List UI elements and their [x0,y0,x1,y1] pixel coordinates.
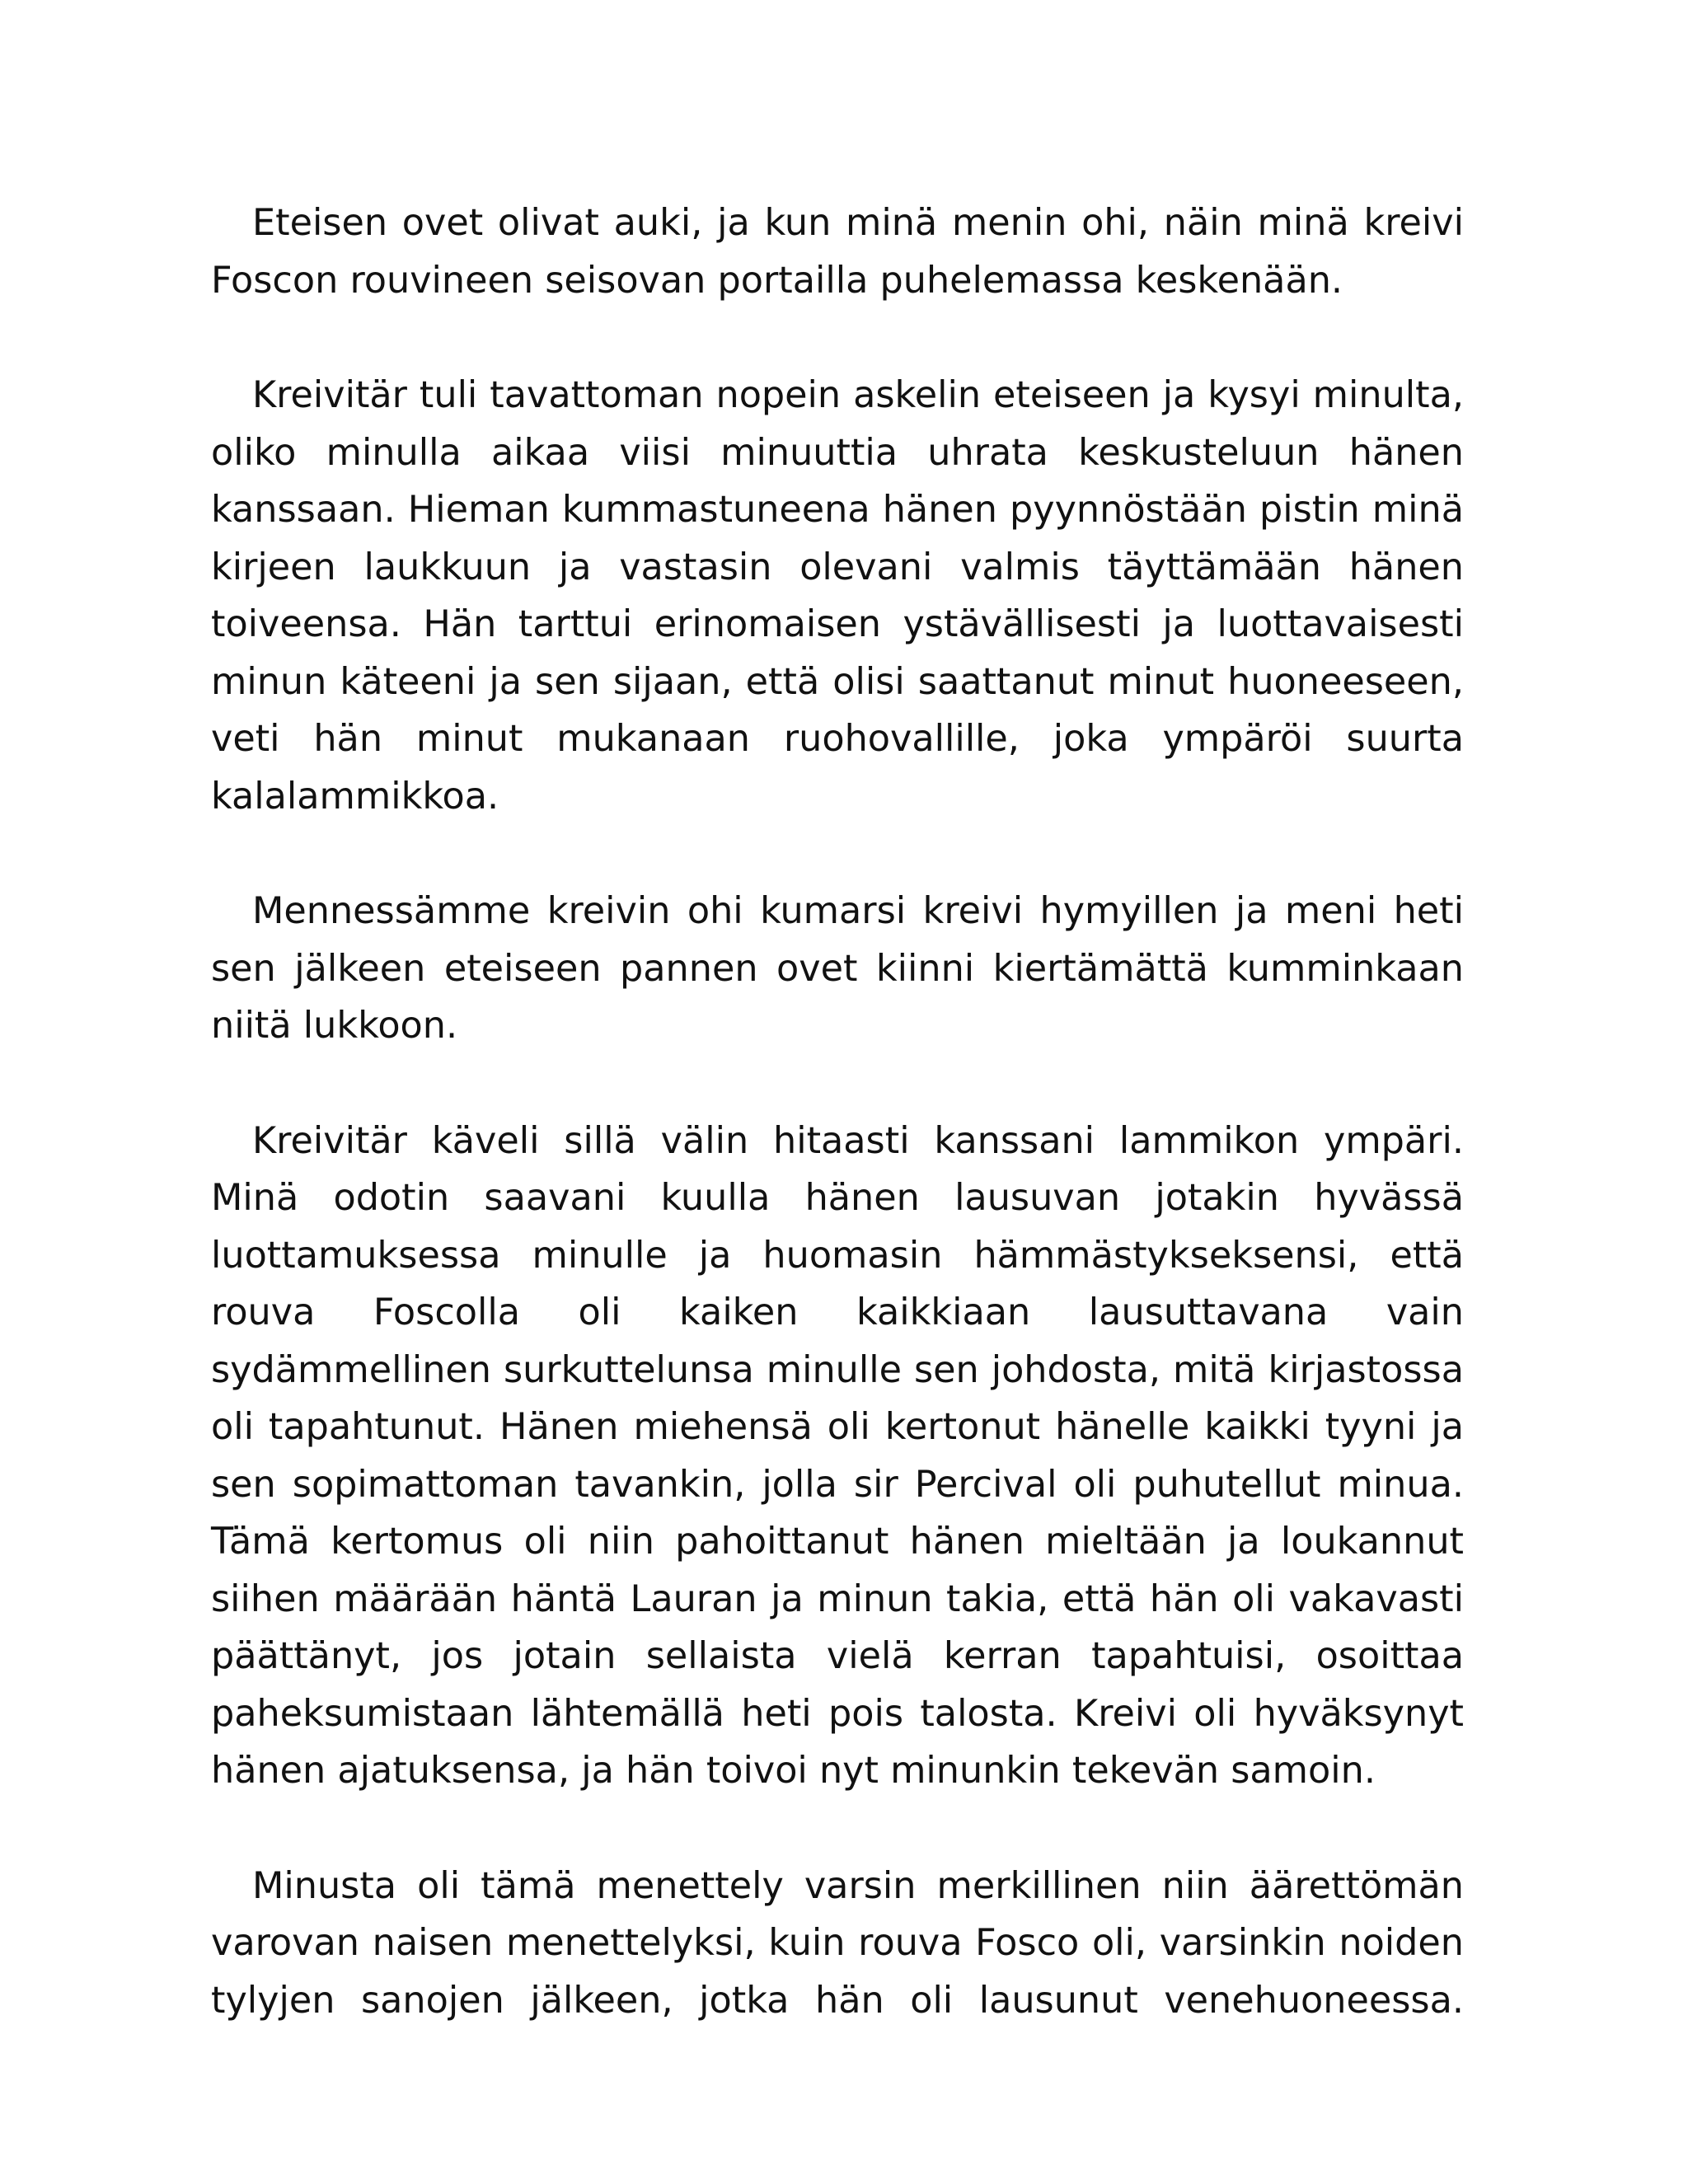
paragraph-3: Mennessämme kreivin ohi kumarsi kreivi hymyillen ja meni heti sen jälkeen eteiseen pannen ovet kiinni kiertämättä kumminkaan niitä lukkoon. [211,890,1464,1047]
page-body [211,194,1464,2029]
paragraph-5: Minusta oli tämä menettely varsin merkillinen niin äärettömän varovan naisen menettelyksi, kuin rouva Fosco oli, varsinkin noiden tylyjen sanojen jälkeen, jotka hän oli lausunut venehuoneessa. [211,1864,1464,2022]
paragraph-2: Kreivitär tuli tavattoman nopein askelin eteiseen ja kysyi minulta, oliko minulla aikaa viisi minuuttia uhrata keskusteluun hänen kanssaan. Hieman kummastuneena hänen pyynnöstään pistin minä kirjeen laukkuun ja vastasin olevani valmis täyttämään hänen toiveensa. Hän tarttui erinomaisen ystävällisesti ja luottavaisesti minun käteeni ja sen sijaan, että olisi saattanut minut huoneeseen, veti hän minut mukanaan ruohovallille, joka ympäröi suurta kalalammikkoa. [211,374,1464,818]
paragraph-1: Eteisen ovet olivat auki, ja kun minä menin ohi, näin minä kreivi Foscon rouvineen seisovan portailla puhelemassa keskenään. [211,202,1464,302]
paragraph-4: Kreivitär käveli sillä välin hitaasti kanssani lammikon ympäri. Minä odotin saavani kuulla hänen lausuvan jotakin hyvässä luottamuksessa minulle ja huomasin hämmästykseksensi, että rouva Foscolla oli kaiken kaikkiaan lausuttavana vain sydämmellinen surkuttelunsa minulle sen johdosta, mitä kirjastossa oli tapahtunut. Hänen miehensä oli kertonut hänelle kaikki tyyni ja sen sopimattoman tavankin, jolla sir Percival oli puhutellut minua. Tämä kertomus oli niin pahoittanut hänen mieltään ja loukannut siihen määrään häntä Lauran ja minun takia, että hän oli vakavasti päättänyt, jos jotain sellaista vielä kerran tapahtuisi, osoittaa paheksumistaan lähtemällä heti pois talosta. Kreivi oli hyväksynyt hänen ajatuksensa, ja hän toivoi nyt minunkin tekevän samoin. [211,1119,1464,1792]
